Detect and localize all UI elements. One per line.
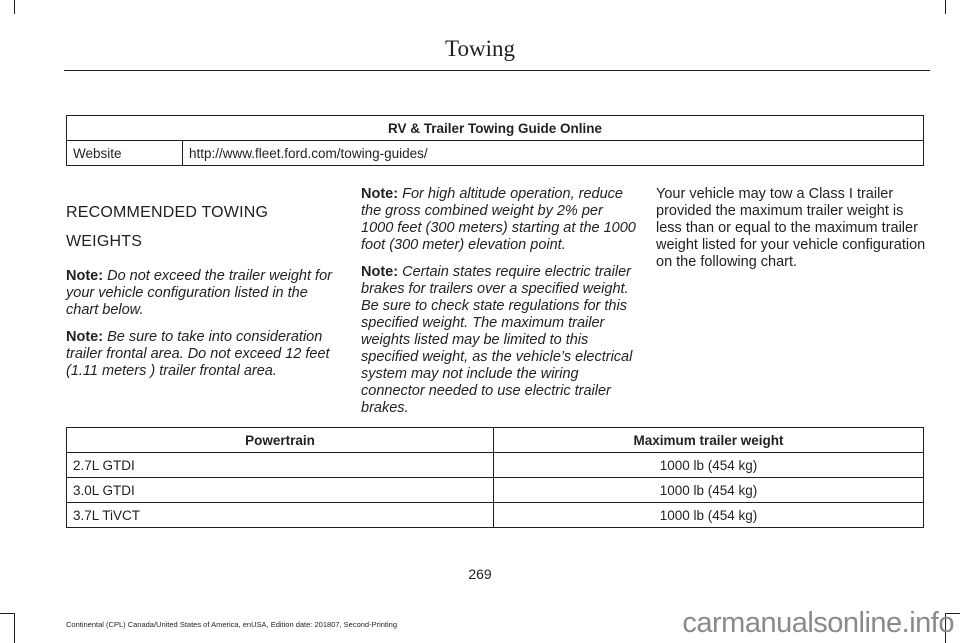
website-link[interactable]: http://www.fleet.ford.com/towing-guides/	[183, 141, 924, 166]
powertrain-cell: 3.0L GTDI	[67, 478, 494, 503]
powertrain-cell: 2.7L GTDI	[67, 453, 494, 478]
table-header-row	[67, 428, 924, 453]
watermark: carmanualsonline.info	[682, 607, 954, 639]
note-text: Be sure to take into consideration trailer frontal area. Do not exceed 12 feet (1.11 meters ) trailer frontal area.	[66, 329, 330, 379]
note-text: Certain states require electric trailer brakes for trailers over a specified weight. Be sure to check state regulations for this specified weight. The maximum trailer weights listed may be limited to this specified weight, as the vehicle’s electrical system may not include the wiring connector needed to use electric trailer brakes.	[361, 264, 633, 416]
max-weight-cell: 1000 lb (454 kg)	[494, 503, 924, 528]
note-paragraph	[66, 329, 341, 380]
section-heading-line: RECOMMENDED TOWING	[66, 204, 269, 221]
note-label: Note:	[66, 268, 104, 284]
note-label: Note:	[361, 264, 399, 280]
note-paragraph	[66, 268, 341, 319]
max-weight-cell: 1000 lb (454 kg)	[494, 453, 924, 478]
page-number: 269	[468, 566, 492, 582]
crop-mark	[0, 613, 14, 614]
table-row	[67, 141, 924, 166]
powertrain-cell: 3.7L TiVCT	[67, 503, 494, 528]
note-paragraph	[361, 186, 636, 254]
note-label: Note:	[361, 186, 399, 202]
trailer-weight-table	[66, 427, 924, 528]
table-row	[67, 503, 924, 528]
note-label: Note:	[66, 329, 104, 345]
section-heading	[66, 186, 341, 252]
table-row	[67, 453, 924, 478]
crop-mark	[945, 0, 946, 14]
header-rule	[64, 70, 930, 71]
section-heading-line: WEIGHTS	[66, 233, 143, 250]
note-paragraph	[361, 264, 636, 417]
max-weight-cell: 1000 lb (454 kg)	[494, 478, 924, 503]
column-right	[656, 186, 928, 281]
table-cell-label: Website	[67, 141, 183, 166]
crop-mark	[14, 0, 15, 14]
note-text: Do not exceed the trailer weight for your vehicle configuration listed in the chart below.	[66, 268, 332, 318]
crop-mark	[14, 613, 15, 643]
column-header-powertrain: Powertrain	[67, 428, 494, 453]
table-row	[67, 478, 924, 503]
body-paragraph: Your vehicle may tow a Class I trailer provided the maximum trailer weight is less than or equal to the maximum trailer weight listed for your vehicle configuration on the following chart.	[656, 186, 926, 270]
towing-guide-table	[66, 115, 924, 166]
column-left	[66, 186, 341, 390]
column-header-max-weight: Maximum trailer weight	[494, 428, 924, 453]
edition-footer: Continental (CPL) Canada/United States of America, enUSA, Edition date: 201807, Second-Printing	[66, 620, 398, 629]
table-title-row	[67, 116, 924, 141]
table-title: RV & Trailer Towing Guide Online	[67, 116, 924, 141]
column-middle	[361, 186, 636, 427]
note-text: For high altitude operation, reduce the gross combined weight by 2% per 1000 feet (300 meters) starting at the 1000 foot (300 meter) elevation point.	[361, 186, 636, 253]
page-header-title: Towing	[445, 36, 515, 61]
